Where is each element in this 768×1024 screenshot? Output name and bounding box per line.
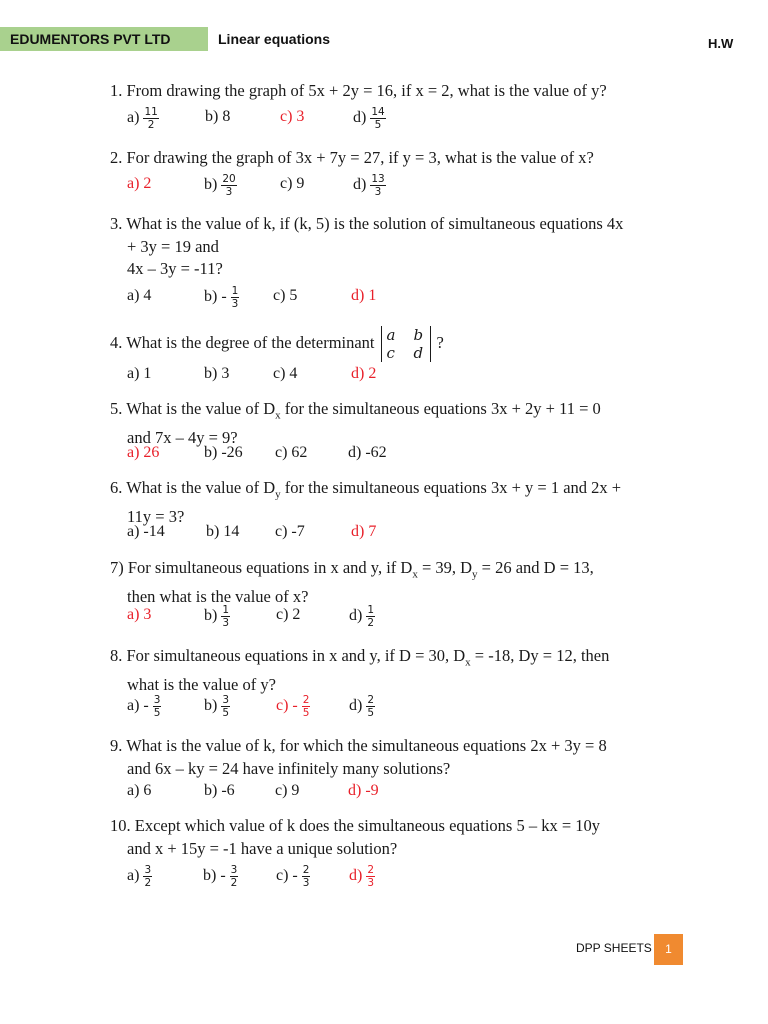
question-10 xyxy=(110,815,600,860)
option-c: c) -7 xyxy=(275,523,305,540)
question-7 xyxy=(110,557,594,608)
question-1 xyxy=(110,80,607,103)
option-c: c) 9 xyxy=(275,782,300,799)
option-b: b) -26 xyxy=(204,444,243,461)
question-text: 4. What is the degree of the determinant xyxy=(110,332,375,352)
option-b: b) 14 xyxy=(206,523,240,540)
question-text: 5. What is the value of $D_x$ for the simultaneous equations 3x + 2y + 11 = 0 xyxy=(110,399,601,422)
option-d-correct: d) -9 xyxy=(348,782,379,799)
option-a-correct: a) 26 xyxy=(127,444,160,461)
option-a: a) $\frac{11}{2}$ xyxy=(127,106,158,131)
option-d: d) $\frac{2}{5}$ xyxy=(349,694,375,719)
topic-title: Linear equations xyxy=(218,31,331,47)
determinant-matrix: a b c d xyxy=(381,326,431,362)
option-d-correct: d) $\frac{2}{3}$ xyxy=(349,864,375,889)
option-d-correct: d) 1 xyxy=(351,287,377,304)
option-d: d) -62 xyxy=(348,444,387,461)
question-text: 6. What is the value of $D_y$ for the simultaneous equations 3x + y = 1 and 2x + xyxy=(110,478,622,501)
question-text-cont: and 7x – 4y = 9? xyxy=(127,427,238,447)
option-a: a) 6 xyxy=(127,782,152,799)
option-a-correct: a) 3 xyxy=(127,606,152,623)
question-9 xyxy=(110,735,607,780)
question-text: 3. What is the value of k, if (k, 5) is the solution of simultaneous equations 4x xyxy=(110,214,624,233)
question-text: 1. From drawing the graph of 5x + 2y = 16, if x = 2, what is the value of y? xyxy=(110,81,607,100)
question-4: 4. What is the degree of the determinant a b c d ? xyxy=(110,326,444,362)
question-text: 2. For drawing the graph of 3x + 7y = 27, if y = 3, what is the value of x? xyxy=(110,148,594,167)
option-d: d) $\frac{14}{5}$ xyxy=(353,106,385,131)
option-d-correct: d) 7 xyxy=(351,523,377,540)
question-text: 9. What is the value of k, for which the simultaneous equations 2x + 3y = 8 xyxy=(110,736,607,755)
option-d-correct: d) 2 xyxy=(351,365,377,382)
question-text-cont: + 3y = 19 and xyxy=(127,236,219,256)
question-text-cont: and x + 15y = -1 have a unique solution? xyxy=(127,838,398,858)
option-a-correct: a) 2 xyxy=(127,175,152,192)
option-c: c) 9 xyxy=(280,175,305,192)
option-d: d) $\frac{1}{2}$ xyxy=(349,604,375,629)
company-name: EDUMENTORS PVT LTD xyxy=(0,27,208,51)
option-b: b) 8 xyxy=(205,108,231,125)
question-3 xyxy=(110,213,623,281)
option-b: b) - $\frac{1}{3}$ xyxy=(204,285,239,310)
question-8 xyxy=(110,645,609,696)
option-d: d) $\frac{13}{3}$ xyxy=(353,173,385,198)
footer-label: DPP SHEETS xyxy=(576,941,652,955)
option-c: c) 4 xyxy=(273,365,298,382)
question-text-cont: 4x – 3y = -11? xyxy=(127,259,223,278)
option-a: a) 4 xyxy=(127,287,152,304)
question-text-cont: 11y = 3? xyxy=(127,506,185,526)
question-text-cont: and 6x – ky = 24 have infinitely many solutions? xyxy=(127,758,451,778)
homework-tag: H.W xyxy=(708,36,734,51)
option-c: c) 62 xyxy=(275,444,308,461)
question-text-cont: then what is the value of x? xyxy=(127,586,309,606)
page-number: 1 xyxy=(654,934,683,965)
question-text: 8. For simultaneous equations in x and y, if D = 30, $D_x = -18$, Dy = 12, then xyxy=(110,646,610,669)
option-c: c) 2 xyxy=(276,606,301,623)
option-a: a) 1 xyxy=(127,365,152,382)
option-c: c) - $\frac{2}{3}$ xyxy=(276,864,310,889)
option-b: b) $\frac{1}{3}$ xyxy=(204,604,230,629)
option-b: b) - $\frac{3}{2}$ xyxy=(203,864,238,889)
question-text: 10. Except which value of k does the simultaneous equations 5 – kx = 10y xyxy=(110,816,601,835)
question-2 xyxy=(110,147,594,170)
question-text-cont: what is the value of y? xyxy=(127,674,276,694)
option-b: b) -6 xyxy=(204,782,235,799)
option-c-correct: c) - $\frac{2}{5}$ xyxy=(276,694,310,719)
option-a: a) - $\frac{3}{5}$ xyxy=(127,694,161,719)
option-c: c) 5 xyxy=(273,287,298,304)
option-a: a) -14 xyxy=(127,523,165,540)
option-c-correct: c) 3 xyxy=(280,108,305,125)
option-a: a) $\frac{3}{2}$ xyxy=(127,864,152,889)
question-text: 7) For simultaneous equations in x and y, if $D_x = 39$, $D_y = 26$ and D = 13, xyxy=(110,558,594,581)
option-b: b) $\frac{20}{3}$ xyxy=(204,173,236,198)
option-b: b) $\frac{3}{5}$ xyxy=(204,694,230,719)
option-b: b) 3 xyxy=(204,365,230,382)
